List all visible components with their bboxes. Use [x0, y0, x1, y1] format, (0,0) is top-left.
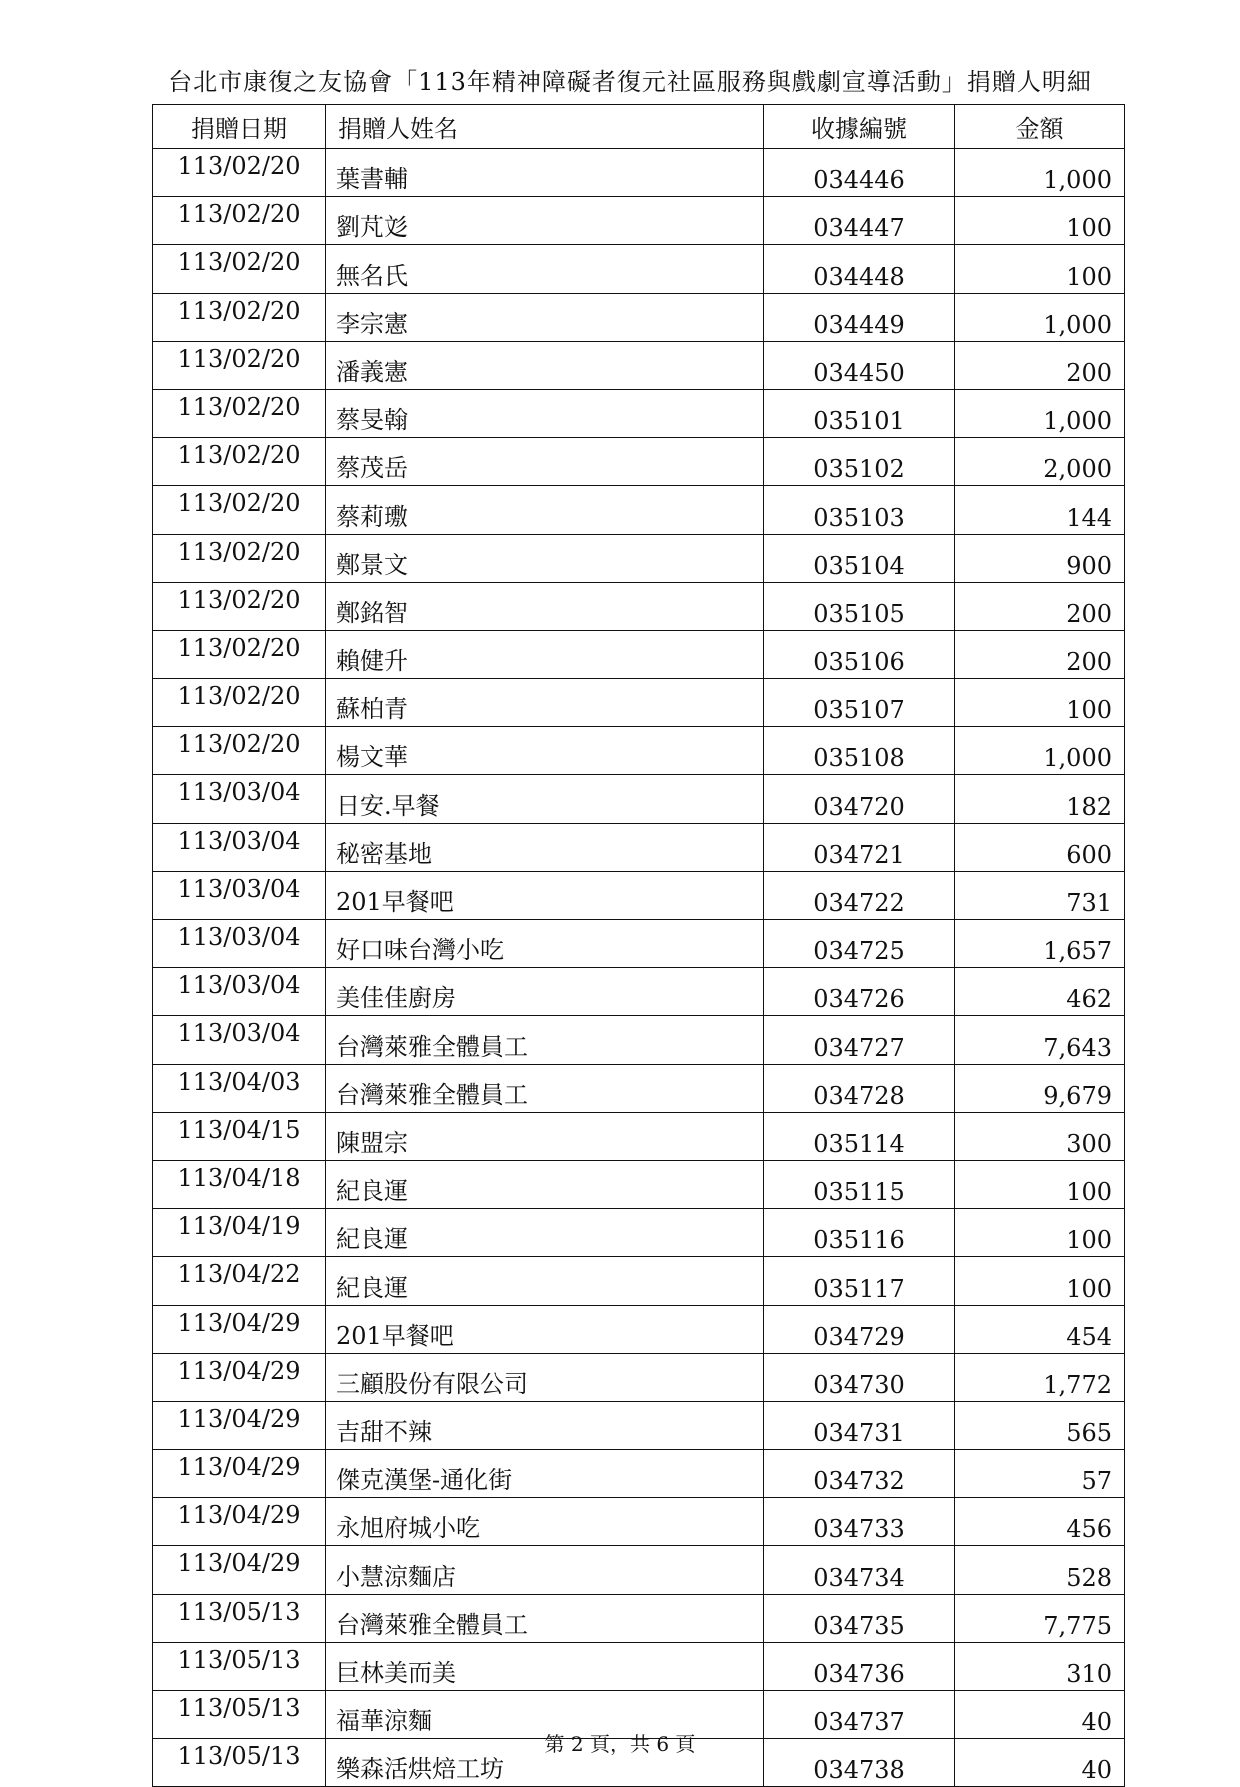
- cell-receipt-number: 034449: [764, 293, 955, 341]
- cell-receipt-number: 034738: [764, 1739, 955, 1787]
- cell-amount: 100: [955, 197, 1125, 245]
- cell-receipt-number: 034731: [764, 1401, 955, 1449]
- cell-amount: 1,000: [955, 389, 1125, 437]
- cell-donor-name: 台灣萊雅全體員工: [326, 1594, 764, 1642]
- cell-donor-name: 無名氏: [326, 245, 764, 293]
- cell-amount: 40: [955, 1691, 1125, 1739]
- cell-receipt-number: 035106: [764, 630, 955, 678]
- cell-amount: 100: [955, 679, 1125, 727]
- table-row: [153, 968, 1125, 1016]
- cell-donor-name: 紀良運: [326, 1257, 764, 1305]
- cell-receipt-number: 035107: [764, 679, 955, 727]
- cell-receipt-number: 034446: [764, 149, 955, 197]
- cell-amount: 9,679: [955, 1064, 1125, 1112]
- cell-receipt-number: 035102: [764, 438, 955, 486]
- cell-receipt-number: 034725: [764, 920, 955, 968]
- cell-receipt-number: 035103: [764, 486, 955, 534]
- table-row: [153, 871, 1125, 919]
- cell-receipt-number: 035104: [764, 534, 955, 582]
- table-row: [153, 486, 1125, 534]
- cell-date: 113/02/20: [153, 582, 326, 630]
- cell-donor-name: 楊文華: [326, 727, 764, 775]
- cell-amount: 528: [955, 1546, 1125, 1594]
- header-name: 捐贈人姓名: [326, 105, 764, 149]
- cell-amount: 565: [955, 1401, 1125, 1449]
- cell-receipt-number: 034447: [764, 197, 955, 245]
- table-row: [153, 197, 1125, 245]
- cell-date: 113/04/29: [153, 1498, 326, 1546]
- cell-date: 113/04/29: [153, 1305, 326, 1353]
- cell-donor-name: 紀良運: [326, 1160, 764, 1208]
- table-row: [153, 823, 1125, 871]
- cell-date: 113/02/20: [153, 438, 326, 486]
- table-row: [153, 149, 1125, 197]
- table-row: [153, 1064, 1125, 1112]
- cell-receipt-number: 035108: [764, 727, 955, 775]
- table-row: [153, 293, 1125, 341]
- table-row: [153, 1642, 1125, 1690]
- header-amount: 金額: [955, 105, 1125, 149]
- cell-amount: 2,000: [955, 438, 1125, 486]
- cell-date: 113/05/13: [153, 1691, 326, 1739]
- cell-donor-name: 201早餐吧: [326, 1305, 764, 1353]
- cell-amount: 100: [955, 1209, 1125, 1257]
- cell-receipt-number: 035117: [764, 1257, 955, 1305]
- table-row: [153, 1209, 1125, 1257]
- cell-date: 113/04/22: [153, 1257, 326, 1305]
- cell-amount: 200: [955, 341, 1125, 389]
- cell-receipt-number: 035115: [764, 1160, 955, 1208]
- cell-amount: 1,000: [955, 293, 1125, 341]
- cell-date: 113/05/13: [153, 1642, 326, 1690]
- page-footer: 第 2 頁，共 6 頁: [544, 1732, 696, 1756]
- cell-receipt-number: 034448: [764, 245, 955, 293]
- cell-amount: 900: [955, 534, 1125, 582]
- cell-donor-name: 劉芃彣: [326, 197, 764, 245]
- table-row: [153, 920, 1125, 968]
- cell-donor-name: 好口味台灣小吃: [326, 920, 764, 968]
- cell-date: 113/02/20: [153, 486, 326, 534]
- cell-donor-name: 台灣萊雅全體員工: [326, 1016, 764, 1064]
- cell-amount: 100: [955, 245, 1125, 293]
- table-row: [153, 679, 1125, 727]
- cell-date: 113/02/20: [153, 149, 326, 197]
- cell-date: 113/04/19: [153, 1209, 326, 1257]
- cell-donor-name: 美佳佳廚房: [326, 968, 764, 1016]
- cell-date: 113/02/20: [153, 293, 326, 341]
- cell-donor-name: 巨林美而美: [326, 1642, 764, 1690]
- cell-donor-name: 吉甜不辣: [326, 1401, 764, 1449]
- table-row: [153, 1112, 1125, 1160]
- cell-amount: 310: [955, 1642, 1125, 1690]
- cell-amount: 144: [955, 486, 1125, 534]
- cell-date: 113/02/20: [153, 679, 326, 727]
- cell-receipt-number: 034732: [764, 1450, 955, 1498]
- cell-amount: 40: [955, 1739, 1125, 1787]
- cell-receipt-number: 034450: [764, 341, 955, 389]
- table-row: [153, 438, 1125, 486]
- cell-amount: 1,772: [955, 1353, 1125, 1401]
- cell-date: 113/04/29: [153, 1546, 326, 1594]
- cell-amount: 7,775: [955, 1594, 1125, 1642]
- cell-donor-name: 福華涼麵: [326, 1691, 764, 1739]
- cell-date: 113/02/20: [153, 245, 326, 293]
- cell-date: 113/02/20: [153, 630, 326, 678]
- cell-date: 113/02/20: [153, 197, 326, 245]
- cell-receipt-number: 034721: [764, 823, 955, 871]
- cell-amount: 600: [955, 823, 1125, 871]
- cell-receipt-number: 034735: [764, 1594, 955, 1642]
- cell-donor-name: 日安.早餐: [326, 775, 764, 823]
- cell-date: 113/03/04: [153, 871, 326, 919]
- cell-receipt-number: 035116: [764, 1209, 955, 1257]
- cell-donor-name: 三顧股份有限公司: [326, 1353, 764, 1401]
- cell-donor-name: 陳盟宗: [326, 1112, 764, 1160]
- cell-donor-name: 蘇柏青: [326, 679, 764, 727]
- header-date: 捐贈日期: [153, 105, 326, 149]
- cell-date: 113/02/20: [153, 389, 326, 437]
- cell-donor-name: 李宗憲: [326, 293, 764, 341]
- cell-donor-name: 秘密基地: [326, 823, 764, 871]
- cell-donor-name: 鄭景文: [326, 534, 764, 582]
- table-row: [153, 1305, 1125, 1353]
- cell-amount: 182: [955, 775, 1125, 823]
- cell-date: 113/03/04: [153, 920, 326, 968]
- cell-donor-name: 紀良運: [326, 1209, 764, 1257]
- cell-donor-name: 蔡莉璷: [326, 486, 764, 534]
- cell-amount: 200: [955, 630, 1125, 678]
- cell-date: 113/05/13: [153, 1594, 326, 1642]
- table-row: [153, 1160, 1125, 1208]
- cell-date: 113/03/04: [153, 823, 326, 871]
- table-row: [153, 1498, 1125, 1546]
- table-row: [153, 534, 1125, 582]
- cell-date: 113/04/18: [153, 1160, 326, 1208]
- cell-donor-name: 蔡旻翰: [326, 389, 764, 437]
- cell-amount: 1,000: [955, 727, 1125, 775]
- table-row: [153, 245, 1125, 293]
- table-header-row: [153, 105, 1125, 149]
- cell-amount: 7,643: [955, 1016, 1125, 1064]
- cell-donor-name: 台灣萊雅全體員工: [326, 1064, 764, 1112]
- cell-receipt-number: 034720: [764, 775, 955, 823]
- cell-receipt-number: 034734: [764, 1546, 955, 1594]
- cell-receipt-number: 035114: [764, 1112, 955, 1160]
- cell-amount: 1,000: [955, 149, 1125, 197]
- cell-donor-name: 蔡茂岳: [326, 438, 764, 486]
- cell-receipt-number: 034727: [764, 1016, 955, 1064]
- cell-amount: 100: [955, 1257, 1125, 1305]
- cell-donor-name: 永旭府城小吃: [326, 1498, 764, 1546]
- cell-date: 113/04/29: [153, 1353, 326, 1401]
- cell-date: 113/03/04: [153, 1016, 326, 1064]
- table-row: [153, 341, 1125, 389]
- table-row: [153, 727, 1125, 775]
- cell-date: 113/02/20: [153, 727, 326, 775]
- cell-donor-name: 鄭銘智: [326, 582, 764, 630]
- cell-donor-name: 賴健升: [326, 630, 764, 678]
- table-row: [153, 1016, 1125, 1064]
- cell-receipt-number: 034737: [764, 1691, 955, 1739]
- cell-amount: 1,657: [955, 920, 1125, 968]
- table-row: [153, 1257, 1125, 1305]
- cell-donor-name: 小慧涼麵店: [326, 1546, 764, 1594]
- cell-receipt-number: 034729: [764, 1305, 955, 1353]
- cell-receipt-number: 034736: [764, 1642, 955, 1690]
- header-receipt: 收據編號: [764, 105, 955, 149]
- cell-receipt-number: 035101: [764, 389, 955, 437]
- cell-receipt-number: 034726: [764, 968, 955, 1016]
- cell-amount: 100: [955, 1160, 1125, 1208]
- cell-receipt-number: 034733: [764, 1498, 955, 1546]
- cell-receipt-number: 034728: [764, 1064, 955, 1112]
- table-row: [153, 1546, 1125, 1594]
- table-body: [153, 149, 1125, 1787]
- cell-donor-name: 傑克漢堡-通化街: [326, 1450, 764, 1498]
- cell-date: 113/03/04: [153, 775, 326, 823]
- cell-amount: 200: [955, 582, 1125, 630]
- cell-date: 113/04/29: [153, 1450, 326, 1498]
- cell-date: 113/04/15: [153, 1112, 326, 1160]
- cell-donor-name: 葉書輔: [326, 149, 764, 197]
- cell-amount: 731: [955, 871, 1125, 919]
- table-row: [153, 1353, 1125, 1401]
- cell-date: 113/04/29: [153, 1401, 326, 1449]
- cell-amount: 300: [955, 1112, 1125, 1160]
- cell-amount: 454: [955, 1305, 1125, 1353]
- cell-date: 113/02/20: [153, 341, 326, 389]
- cell-amount: 462: [955, 968, 1125, 1016]
- cell-date: 113/04/03: [153, 1064, 326, 1112]
- cell-date: 113/03/04: [153, 968, 326, 1016]
- cell-amount: 456: [955, 1498, 1125, 1546]
- table-row: [153, 1594, 1125, 1642]
- document-title: 台北市康復之友協會「113年精神障礙者復元社區服務與戲劇宣導活動」捐贈人明細: [168, 68, 1092, 96]
- table-row: [153, 582, 1125, 630]
- table-row: [153, 775, 1125, 823]
- table-row: [153, 389, 1125, 437]
- table-row: [153, 630, 1125, 678]
- table-row: [153, 1450, 1125, 1498]
- cell-date: 113/05/13: [153, 1739, 326, 1787]
- cell-donor-name: 201早餐吧: [326, 871, 764, 919]
- cell-donor-name: 樂森活烘焙工坊: [326, 1739, 764, 1787]
- cell-date: 113/02/20: [153, 534, 326, 582]
- cell-receipt-number: 034722: [764, 871, 955, 919]
- cell-donor-name: 潘義憲: [326, 341, 764, 389]
- cell-amount: 57: [955, 1450, 1125, 1498]
- cell-receipt-number: 035105: [764, 582, 955, 630]
- table-row: [153, 1401, 1125, 1449]
- donor-table: [152, 104, 1125, 1787]
- cell-receipt-number: 034730: [764, 1353, 955, 1401]
